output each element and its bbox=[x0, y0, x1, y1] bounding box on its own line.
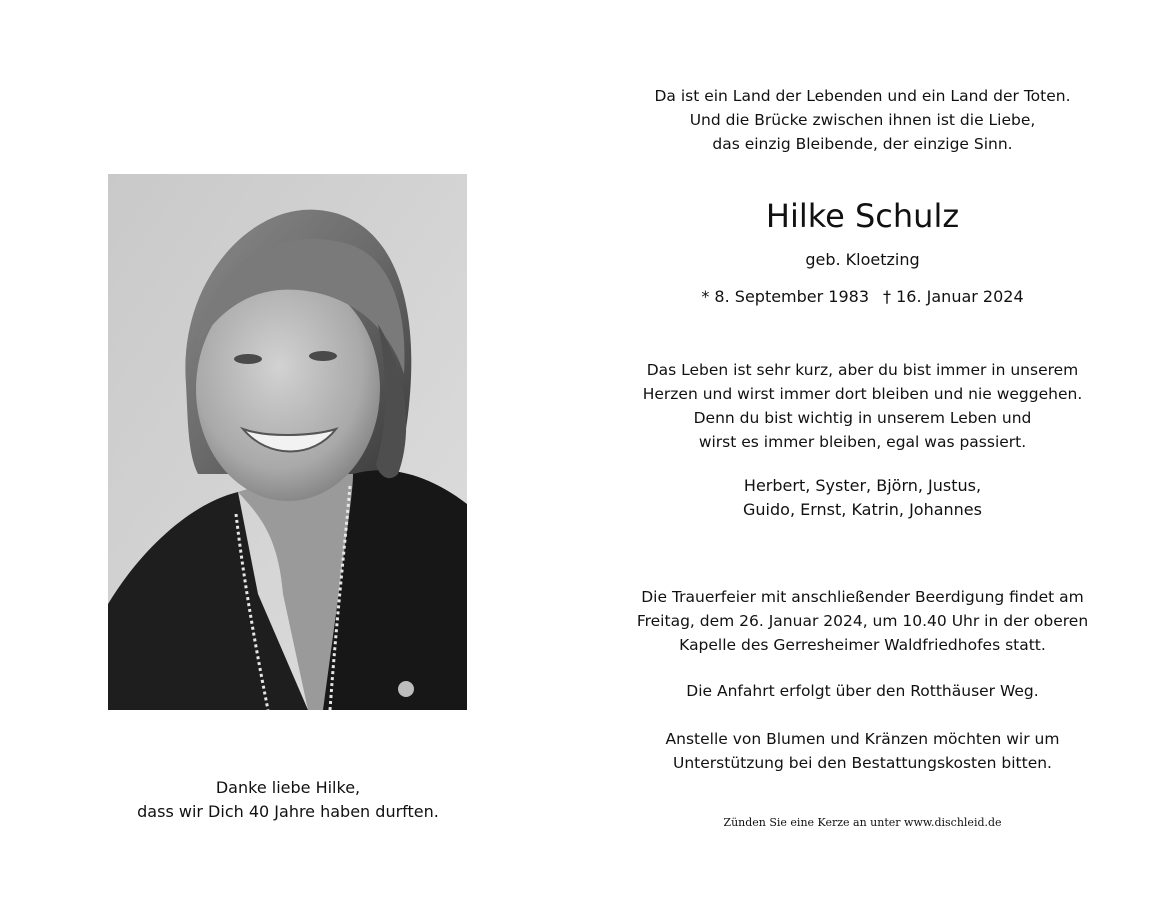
birth-name: geb. Kloetzing bbox=[805, 250, 920, 269]
candle-footer: Zünden Sie eine Kerze an unter www.dischleid.de bbox=[723, 816, 1002, 829]
flowers-line: Anstelle von Blumen und Kränzen möchten wir um bbox=[665, 730, 1060, 748]
thanks-line: Danke liebe Hilke, bbox=[215, 778, 361, 797]
flowers-line: Unterstützung bei den Bestattungskosten bitten. bbox=[673, 754, 1052, 772]
life-dates bbox=[620, 285, 1105, 309]
right-eye bbox=[309, 351, 337, 361]
jacket-button bbox=[398, 681, 414, 697]
portrait-photo bbox=[108, 174, 467, 710]
poem-line: das einzig Bleibende, der einzige Sinn. bbox=[712, 135, 1013, 153]
memorial-message bbox=[620, 358, 1105, 454]
message-line: wirst es immer bleiben, egal was passiert. bbox=[698, 433, 1027, 451]
message-line: Herzen und wirst immer dort bleiben und nie weggehen. bbox=[642, 385, 1083, 403]
directions-note: Die Anfahrt erfolgt über den Rotthäuser Weg. bbox=[686, 682, 1039, 700]
thanks-line: dass wir Dich 40 Jahre haben durften. bbox=[137, 802, 439, 821]
poem-line: Und die Brücke zwischen ihnen ist die Liebe, bbox=[689, 111, 1036, 129]
funeral-line: Freitag, dem 26. Januar 2024, um 10.40 Uhr in der oberen bbox=[636, 612, 1089, 630]
birth-date: * 8. September 1983 bbox=[701, 287, 870, 306]
message-line: Das Leben ist sehr kurz, aber du bist immer in unserem bbox=[646, 361, 1079, 379]
funeral-line: Die Trauerfeier mit anschließender Beerdigung findet am bbox=[641, 588, 1084, 606]
thanks-note bbox=[88, 776, 488, 824]
deceased-name: Hilke Schulz bbox=[765, 197, 960, 235]
mourners-line: Herbert, Syster, Björn, Justus, bbox=[743, 476, 982, 495]
funeral-info bbox=[620, 585, 1105, 657]
poem bbox=[620, 84, 1105, 156]
poem-line: Da ist ein Land der Lebenden und ein Land der Toten. bbox=[654, 87, 1071, 105]
message-line: Denn du bist wichtig in unserem Leben und bbox=[693, 409, 1032, 427]
death-date: † 16. Januar 2024 bbox=[883, 287, 1024, 306]
left-eye bbox=[234, 354, 262, 364]
funeral-line: Kapelle des Gerresheimer Waldfriedhofes statt. bbox=[679, 636, 1046, 654]
flowers-note bbox=[620, 727, 1105, 775]
mourners-list bbox=[620, 474, 1105, 522]
portrait-illustration bbox=[108, 174, 467, 710]
mourners-line: Guido, Ernst, Katrin, Johannes bbox=[743, 500, 982, 519]
